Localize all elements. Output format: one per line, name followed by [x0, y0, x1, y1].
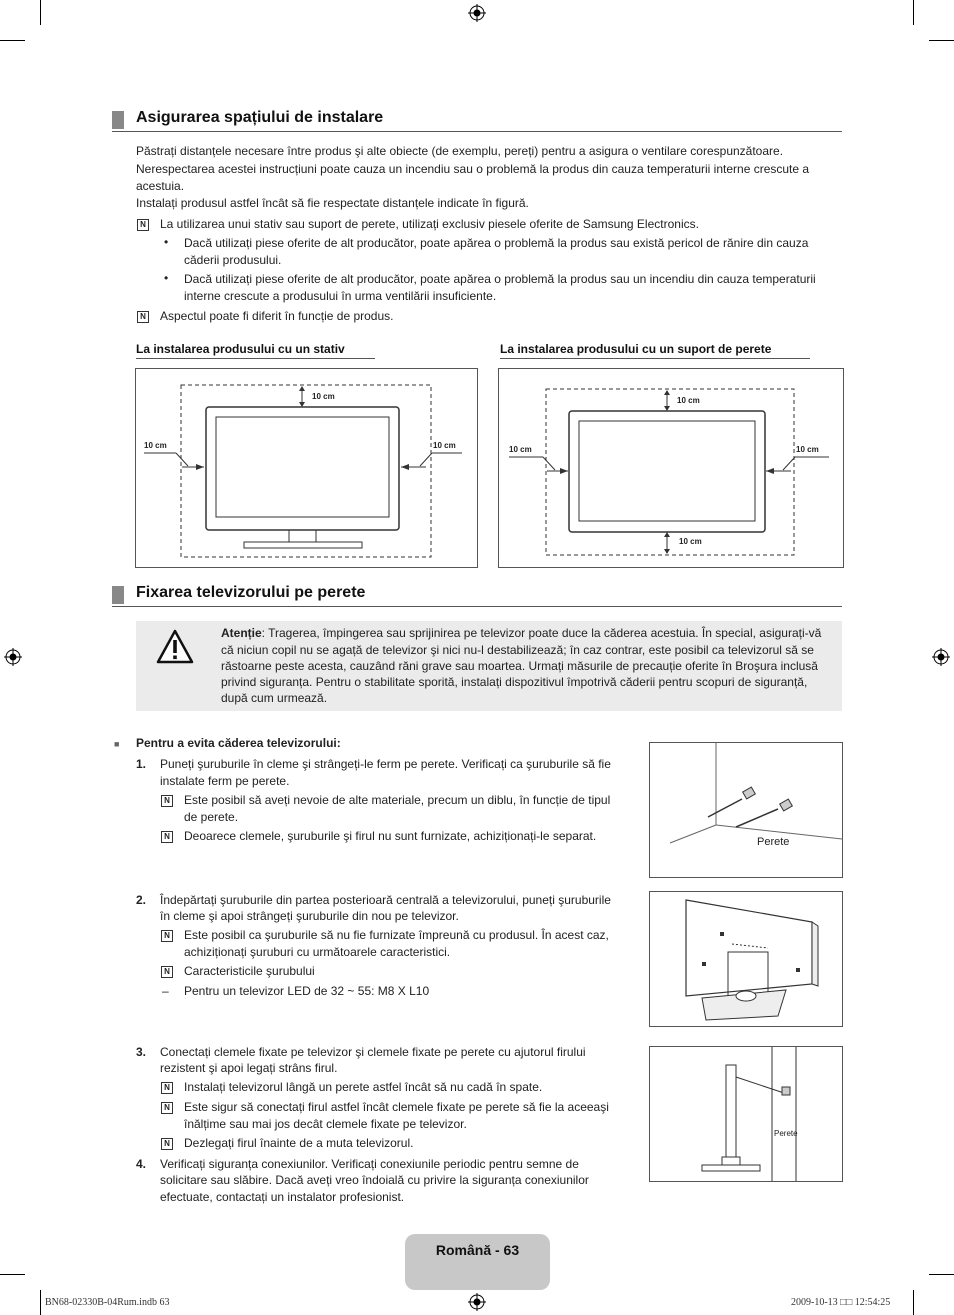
crop-mark [0, 1274, 25, 1275]
distance-label: 10 cm [312, 392, 335, 401]
distance-label: 10 cm [677, 396, 700, 405]
wall-screws-figure [649, 742, 843, 878]
distance-label: 10 cm [433, 441, 456, 450]
bullet-text: Dacă utilizați piese oferite de alt producător, poate apărea o problemă la produs sau există pericol de rănire din cauza [184, 236, 809, 250]
caution-text: : Tragerea, împingerea sau sprijinirea pe televizor poate duce la căderea acestuia. În special, asigurați-vă [261, 626, 822, 640]
registration-mark-icon [468, 4, 486, 22]
step-text: rezistent şi apoi legați strâns firul. [160, 1061, 338, 1075]
note-text: Este posibil să aveți nevoie de alte materiale, precum un diblu, în funcție de tipul [184, 793, 611, 807]
square-bullet-icon: ■ [114, 739, 120, 749]
bullet-text: Dacă utilizați piese oferite de alt producător, poate apărea o problemă la produs sau un incendiu din cauza temperaturii [184, 272, 816, 286]
crop-mark [0, 40, 25, 41]
note-icon: N [161, 1102, 173, 1114]
paragraph: Păstrați distanțele necesare între produs şi alte obiecte (de exemplu, pereți) pentru a asigura o ventilare corespunzătoare. [136, 144, 784, 158]
registration-mark-icon [932, 648, 950, 666]
step-text: Puneți şuruburile în cleme şi strângeți-le ferm pe perete. Verificați ca şuruburile să fie [160, 757, 611, 771]
step-number: 4. [136, 1157, 147, 1171]
dash-icon: – [162, 984, 169, 998]
step-text: instalate ferm pe perete. [160, 774, 290, 788]
note-text: achiziționați şuruburi cu următoarele caracteristici. [184, 945, 451, 959]
step-number: 1. [136, 757, 147, 771]
note-text: Dezlegați firul înainte de a muta televizorul. [184, 1136, 414, 1150]
wall-label: Perete [757, 836, 790, 848]
step-text: efectuate, contactați un instalator profesionist. [160, 1190, 405, 1204]
caution-label: Atenție [221, 626, 262, 640]
print-date-info: 2009-10-13 □□ 12:54:25 [791, 1297, 891, 1308]
distance-label: 10 cm [796, 445, 819, 454]
step-text: Verificați siguranța conexiunilor. Verificați conexiunile periodic pentru semne de [160, 1157, 579, 1171]
note-text: Deoarece clemele, şuruburile şi firul nu sunt furnizate, achiziționați-le separat. [184, 829, 597, 843]
section-title: Asigurarea spațiului de instalare [136, 109, 384, 126]
crop-mark [40, 1290, 41, 1315]
wall-bracket-illustration [650, 743, 842, 877]
distance-label: 10 cm [509, 445, 532, 454]
note-icon: N [137, 219, 149, 231]
paragraph: Instalați produsul astfel încât să fie respectate distanțele indicate în figură. [136, 196, 529, 210]
distance-label: 10 cm [679, 537, 702, 546]
step-number: 2. [136, 893, 147, 907]
caution-line: răstoarne peste acesta, cauzând răni grave sau moartea. Urmați măsurile de precauție oferite în Broşura inclusă [221, 659, 818, 673]
stand-clearance-figure [135, 368, 478, 568]
bullet-icon: • [164, 235, 169, 249]
note-text: înălțime sau mai jos decât clemele fixate pe televizor. [184, 1117, 467, 1131]
warning-triangle-icon [156, 629, 194, 665]
step-text: în cleme şi apoi strângeți şuruburile din nou pe televizor. [160, 909, 459, 923]
note-icon: N [137, 311, 149, 323]
note-icon: N [161, 1138, 173, 1150]
page-number-label: Română - 63 [435, 1242, 520, 1258]
caution-line: că niciun copil nu se agață de televizor şi nici nu-l destabilizează; în caz contrar, este posibil ca televizorul să se [221, 643, 814, 657]
note-text: Instalați televizorul lângă un perete astfel încât să nu cadă în spate. [184, 1080, 543, 1094]
crop-mark [913, 0, 914, 25]
note-icon: N [161, 1082, 173, 1094]
crop-mark [929, 40, 954, 41]
registration-mark-icon [4, 648, 22, 666]
tv-wall-illustration [499, 369, 843, 567]
note-text: Caracteristicile şurubului [184, 964, 315, 978]
section-title: Fixarea televizorului pe perete [136, 584, 366, 601]
note-text: Este posibil ca şuruburile să nu fie furnizate împreună cu produsul. În acest caz, [184, 928, 609, 942]
step-text: solicitare sau slăbire. Dacă aveți vreo îndoială cu privire la siguranța conexiunilor [160, 1173, 589, 1187]
bullet-text: interne crescute a produsului în urma ventilării insuficiente. [184, 289, 497, 303]
note-icon: N [161, 831, 173, 843]
crop-mark [929, 1274, 954, 1275]
figure-title-stand: La instalarea produsului cu un stativ [136, 342, 375, 359]
tv-side-tether-illustration [650, 1047, 842, 1181]
distance-label: 10 cm [144, 441, 167, 450]
bullet-text: căderii produsului. [184, 253, 282, 267]
note-text: Este sigur să conectați firul astfel încât clemele fixate pe perete să fie la aceeaşi [184, 1100, 609, 1114]
section-heading [112, 584, 842, 607]
note-icon: N [161, 930, 173, 942]
tv-back-illustration [650, 892, 842, 1026]
paragraph: acestuia. [136, 179, 185, 193]
caution-line [221, 625, 841, 642]
wall-label: Perete [774, 1129, 798, 1138]
note-text: de perete. [184, 810, 239, 824]
tv-tether-figure [649, 1046, 843, 1182]
caution-line: privind siguranța. Pentru o stabilitate sporită, instalați dispozitivul împotrivă căderii pentru scopuri de siguranță, [221, 675, 808, 689]
step-number: 3. [136, 1045, 147, 1059]
spec-text: Pentru un televizor LED de 32 ~ 55: M8 X L10 [184, 984, 430, 998]
heading-bar [112, 111, 124, 129]
heading-bar [112, 586, 124, 604]
sub-heading: Pentru a evita căderea televizorului: [136, 736, 341, 750]
step-text: Conectați clemele fixate pe televizor şi clemele fixate pe perete cu ajutorul firului [160, 1045, 586, 1059]
note-icon: N [161, 795, 173, 807]
crop-mark [40, 0, 41, 25]
crop-mark [913, 1290, 914, 1315]
registration-mark-icon [468, 1293, 486, 1311]
caution-line: după cum urmează. [221, 691, 328, 705]
figure-title-wall: La instalarea produsului cu un suport de perete [500, 342, 810, 359]
section-heading [112, 109, 842, 132]
paragraph: Nerespectarea acestei instrucțiuni poate cauza un incendiu sau o problemă la produs din cauza temperaturii interne crescute a [136, 162, 810, 176]
print-file-info: BN68-02330B-04Rum.indb 63 [45, 1297, 170, 1308]
note-text: La utilizarea unui stativ sau suport de perete, utilizați exclusiv piesele oferite de Samsung Electronics. [160, 217, 699, 231]
note-text: Aspectul poate fi diferit în funcție de produs. [160, 309, 394, 323]
tv-back-figure [649, 891, 843, 1027]
bullet-icon: • [164, 271, 169, 285]
step-text: Îndepărtați şuruburile din partea posterioară centrală a televizorului, puneți şuruburile [160, 893, 611, 907]
note-icon: N [161, 966, 173, 978]
tv-stand-illustration [136, 369, 477, 567]
wall-clearance-figure [498, 368, 844, 568]
